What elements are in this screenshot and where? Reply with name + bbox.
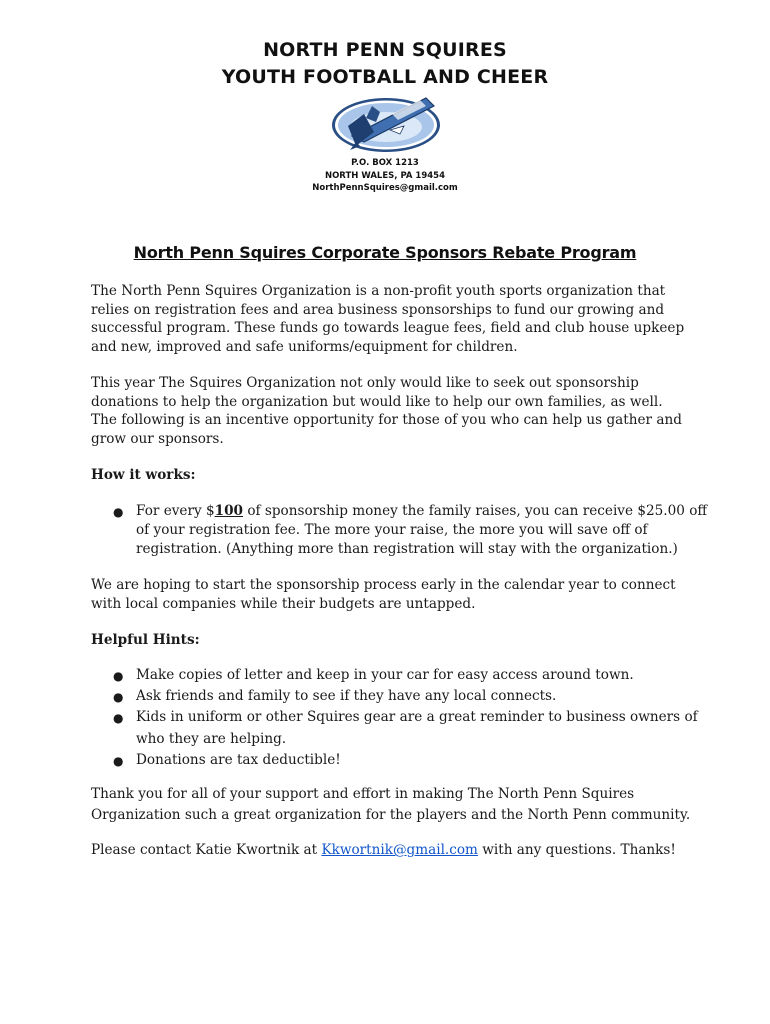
para2-line: This year The Squires Organization not only would like to seek out sponsorship [91, 375, 639, 391]
squires-logo-icon [330, 92, 442, 154]
how-it-works-heading: How it works: [91, 467, 196, 483]
contact-line: Please contact Katie Kwortnik at Kkwortnik@gmail.com with any questions. Thanks! [91, 842, 676, 858]
how-it-works-bullet-line3: registration. (Anything more than registration will stay with the organization.) [136, 541, 678, 557]
thanks-line: Organization such a great organization for the players and the North Penn community. [91, 807, 691, 823]
header-title-line1: NORTH PENN SQUIRES [263, 39, 507, 61]
para2-line: The following is an incentive opportunity for those of you who can help us gather and [91, 412, 682, 428]
bullet-amount: 100 [214, 503, 243, 519]
address-line-1: P.O. BOX 1213 [351, 158, 419, 168]
para3-line: with local companies while their budgets are untapped. [91, 596, 476, 612]
bullet-icon: ● [113, 669, 124, 683]
para2-line: grow our sponsors. [91, 431, 224, 447]
para1-line: and new, improved and safe uniforms/equipment for children. [91, 339, 518, 355]
hint-item: Make copies of letter and keep in your car for easy access around town. [136, 667, 634, 683]
address-line-2: NORTH WALES, PA 19454 [324, 171, 446, 181]
bullet-icon: ● [113, 690, 124, 704]
hint-item-continued: who they are helping. [136, 731, 287, 747]
program-heading: North Penn Squires Corporate Sponsors Rebate Program [133, 243, 637, 262]
hint-item: Kids in uniform or other Squires gear are a great reminder to business owners of [136, 709, 698, 725]
helpful-hints-heading: Helpful Hints: [91, 632, 200, 648]
hint-item: Ask friends and family to see if they have any local connects. [136, 688, 557, 704]
para1-line: The North Penn Squires Organization is a non-profit youth sports organization that [91, 283, 666, 299]
para1-line: relies on registration fees and area business sponsorships to fund our growing and [91, 302, 665, 318]
contact-email-link[interactable]: Kkwortnik@gmail.com [321, 842, 478, 858]
bullet-icon: ● [113, 754, 124, 768]
hint-item: Donations are tax deductible! [136, 752, 341, 768]
para3-line: We are hoping to start the sponsorship process early in the calendar year to connect [91, 577, 676, 593]
address-email: NorthPennSquires@gmail.com [312, 183, 458, 193]
para2-line: donations to help the organization but would like to help our own families, as well. [91, 394, 663, 410]
bullet-icon: ● [113, 505, 124, 519]
how-it-works-bullet-line1: For every $100 of sponsorship money the family raises, you can receive $25.00 off [136, 503, 708, 519]
how-it-works-bullet-line2: of your registration fee. The more your raise, the more you will save off of [136, 522, 648, 538]
header-title-line2: YOUTH FOOTBALL AND CHEER [221, 66, 549, 88]
bullet-icon: ● [113, 711, 124, 725]
para1-line: successful program. These funds go towards league fees, field and club house upkeep [91, 320, 685, 336]
thanks-line: Thank you for all of your support and effort in making The North Penn Squires [91, 786, 635, 802]
